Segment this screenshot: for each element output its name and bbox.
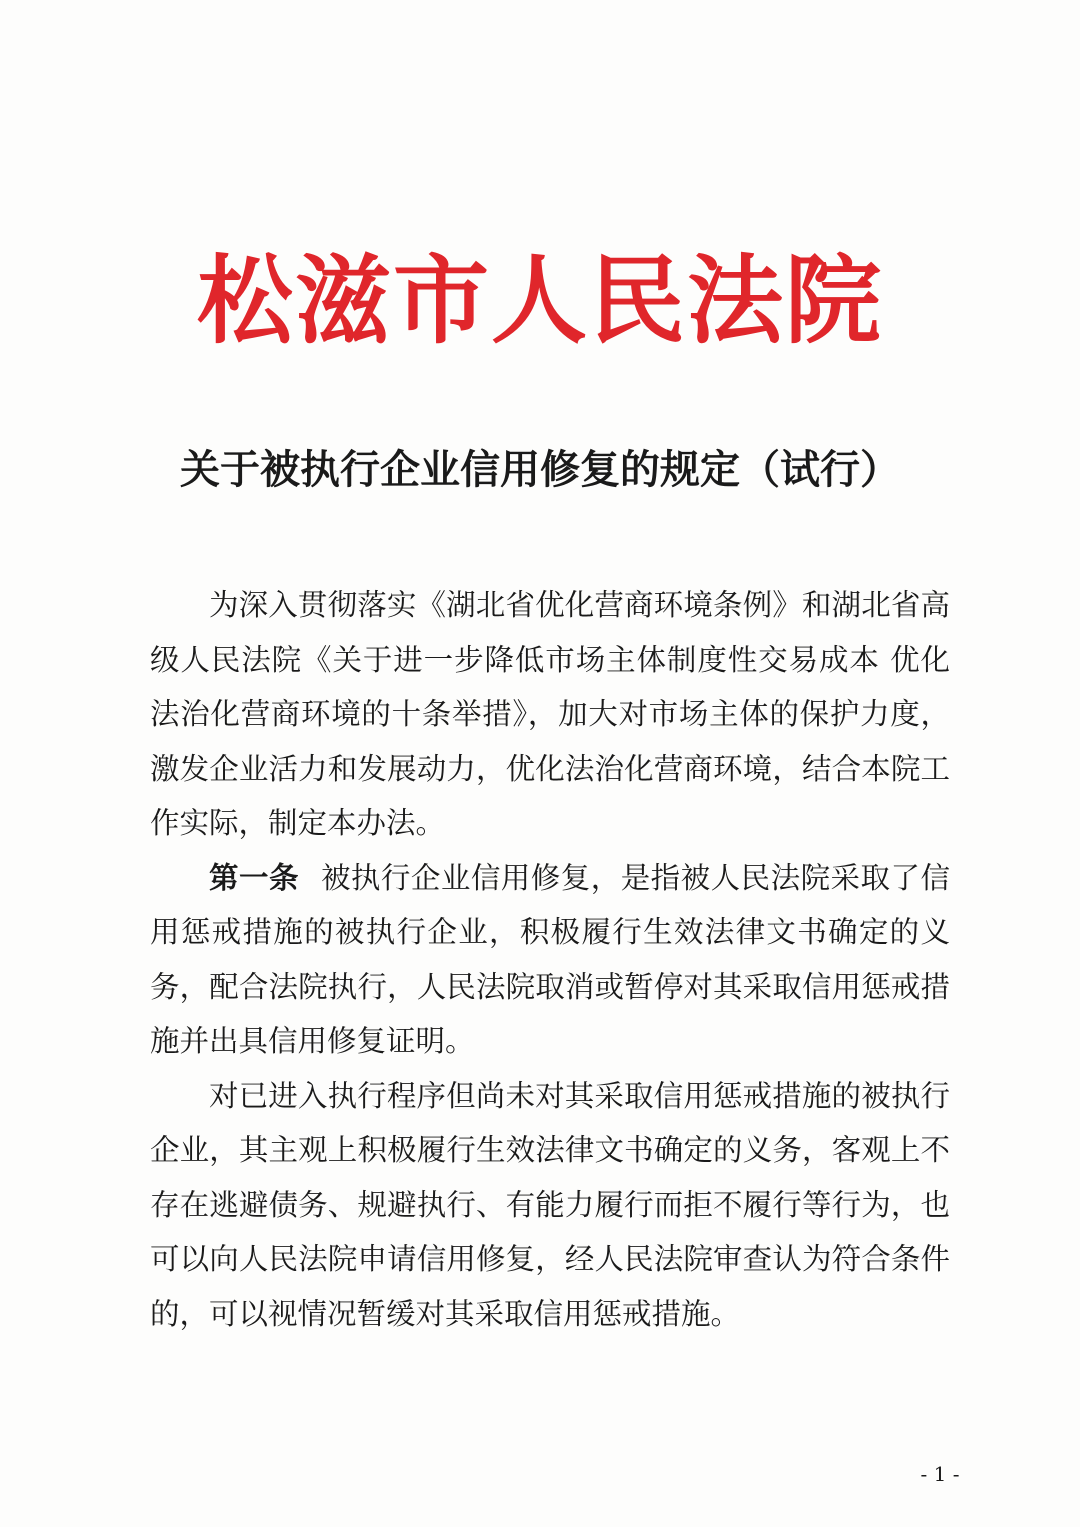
preamble-paragraph: 为深入贯彻落实《湖北省优化营商环境条例》和湖北省高级人民法院《关于进一步降低市场主体制度性交易成本 优化法治化营商环境的十条举措》，加大对市场主体的保护力度，激发企业活力和发展动力，优化法治化营商环境，结合本院工作实际，制定本办法。 bbox=[150, 588, 950, 840]
article-1-text-1: 被执行企业信用修复，是指被人民法院采取了信用惩戒措施的被执行企业，积极履行生效法律文书确定的义务，配合法院执行，人民法院取消或暂停对其采取信用惩戒措施并出具信用修复证明。 bbox=[150, 860, 950, 1058]
document-body bbox=[150, 578, 950, 1341]
article-1-label: 第一条 bbox=[209, 860, 299, 895]
issuer-masthead: 松滋市人民法院 bbox=[197, 245, 883, 357]
article-1-paragraph-2: 对已进入执行程序但尚未对其采取信用惩戒措施的被执行企业，其主观上积极履行生效法律文书确定的义务，客观上不存在逃避债务、规避执行、有能力履行而拒不履行等行为，也可以向人民法院申请信用修复，经人民法院审查认为符合条件的，可以视情况暂缓对其采取信用惩戒措施。 bbox=[150, 1078, 950, 1331]
document-title: 关于被执行企业信用修复的规定（试行） bbox=[180, 447, 900, 493]
page-number: - 1 - bbox=[920, 1462, 960, 1486]
article-1-paragraph-1 bbox=[150, 851, 950, 1069]
